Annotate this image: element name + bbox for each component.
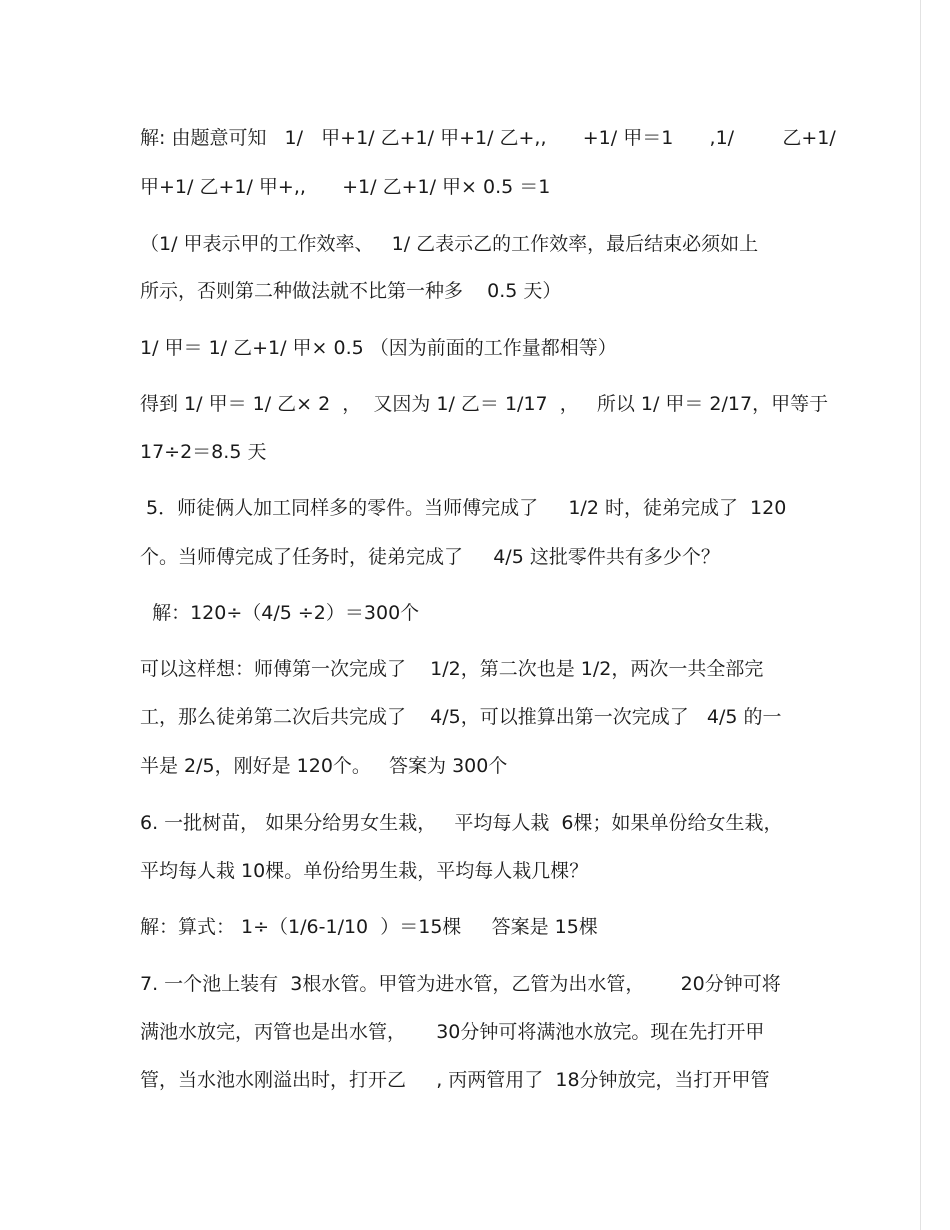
text-line: 所示，否则第二种做法就不比第一种多 0.5 天） — [140, 280, 562, 302]
text-line: 管，当水池水刚溢出时，打开乙 , 丙两管用了 18分钟放完，当打开甲管 — [140, 1069, 770, 1091]
text-line: 得到 1/ 甲＝ 1/ 乙× 2 ， 又因为 1/ 乙＝ 1/17 ， 所以 1/ 甲＝ 2/17，甲等于 — [140, 393, 829, 415]
text-line: 解: 由题意可知 1/ 甲+1/ 乙+1/ 甲+1/ 乙+,, +1/ 甲＝1 ,1/ 乙+1/ — [140, 127, 836, 149]
text-line: 解：120÷（4/5 ÷2）＝300个 — [140, 602, 420, 624]
text-line: 7. 一个池上装有 3根水管。甲管为进水管，乙管为出水管， 20分钟可将 — [140, 973, 781, 995]
text-line: 个。当师傅完成了任务时，徒弟完成了 4/5 这批零件共有多少个？ — [140, 546, 720, 568]
text-line: 5．师徒俩人加工同样多的零件。当师傅完成了 1/2 时，徒弟完成了 120 — [140, 497, 787, 519]
text-line: 17÷2＝8.5 天 — [140, 441, 267, 463]
text-line: 1/ 甲＝ 1/ 乙+1/ 甲× 0.5 （因为前面的工作量都相等） — [140, 337, 617, 359]
text-line: 半是 2/5，刚好是 120个。 答案为 300个 — [140, 755, 508, 777]
viewer-gutter — [921, 0, 950, 1230]
text-line: 满池水放完，丙管也是出水管， 30分钟可将满池水放完。现在先打开甲 — [140, 1021, 765, 1043]
text-line: 甲+1/ 乙+1/ 甲+,, +1/ 乙+1/ 甲× 0.5 ＝1 — [140, 176, 551, 198]
text-line: 可以这样想：师傅第一次完成了 1/2，第二次也是 1/2，两次一共全部完 — [140, 658, 764, 680]
text-line: 解：算式： 1÷（1/6-1/10 ）＝15棵 答案是 15棵 — [140, 916, 598, 938]
text-line: 6. 一批树苗， 如果分给男女生栽， 平均每人栽 6棵；如果单份给女生栽， — [140, 812, 783, 834]
text-line: 工，那么徒弟第二次后共完成了 4/5，可以推算出第一次完成了 4/5 的一 — [140, 706, 782, 728]
text-line: （1/ 甲表示甲的工作效率、 1/ 乙表示乙的工作效率，最后结束必须如上 — [140, 233, 759, 255]
text-line: 平均每人栽 10棵。单份给男生栽，平均每人栽几棵？ — [140, 860, 589, 882]
